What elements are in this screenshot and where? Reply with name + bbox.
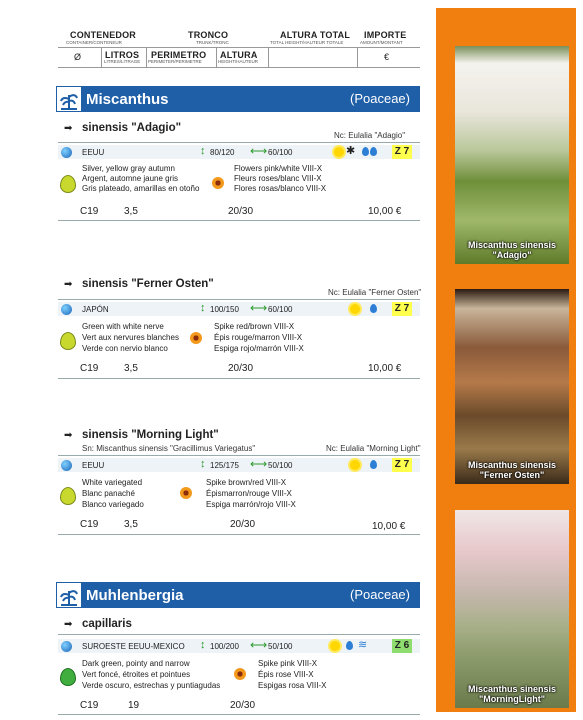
photo-caption-line1: Miscanthus sinensis [467,460,557,470]
flower-en: Spike red/brown VIII-X [214,322,295,331]
water-drop-icon [370,147,377,156]
photo-ferner-osten [455,289,569,484]
header-altura: ALTURA [220,50,258,60]
flower-fr: Épismarron/rouge VIII-X [206,489,292,498]
width-arrow-icon: ⟷ [250,457,268,471]
header-litros-sub: LITRES/LITRAGE [104,59,141,64]
header-importe-sub: AMOUNT/MONTANT [360,40,403,45]
litres: 19 [128,700,140,711]
species-name: capillaris [82,618,132,630]
zone-badge: Z 7 [392,302,412,316]
photo-caption-line1: Miscanthus sinensis [467,684,557,694]
photo-caption-line1: Miscanthus sinensis [467,240,557,250]
height-range: 100/200 [210,642,239,651]
flower-es: Espigas rosa VIII-X [258,681,327,690]
leaf-icon [60,487,76,505]
height-arrow-icon: ↕ [200,302,206,314]
sun-icon [334,147,344,157]
litres: 3,5 [124,206,138,217]
width-range: 60/100 [268,305,293,314]
header-contenedor-sub: CONTAINER/CONTENEUR [66,40,122,45]
width-arrow-icon: ⟷ [250,144,268,158]
litres: 3,5 [124,363,138,374]
header-litros: LITROS [105,50,140,60]
foliage-es: Verde con nervio blanco [82,344,168,353]
total-height: 20/30 [230,700,256,711]
foliage-en: Dark green, pointy and narrow [82,659,190,668]
header-contenedor: CONTENEDOR [70,30,137,40]
bullet-arrow-icon: ➡ [64,123,73,134]
header-perimetro: PERIMETRO [151,50,207,60]
total-height: 20/30 [230,519,256,530]
header-altura-total: ALTURA TOTAL [280,30,351,40]
leaf-icon [60,332,76,350]
foliage-en: Silver, yellow gray autumn [82,164,175,173]
sun-icon [350,460,360,470]
foliage-es: Gris plateado, amarillas en otoño [82,184,200,193]
height-range: 80/120 [210,148,235,157]
sun-icon [350,304,360,314]
header-importe: IMPORTE [364,30,407,40]
total-height: 20/30 [228,206,254,217]
flower-icon [234,668,246,680]
foliage-fr: Argent, automne jaune gris [82,174,179,183]
leaf-icon [60,668,76,686]
attributes-row [58,458,420,472]
width-range: 60/100 [268,148,293,157]
synonym: Sn: Miscanthus sinensis "Gracillimus Variegatus" [82,444,256,453]
sun-icon [330,641,340,651]
height-arrow-icon: ↕ [200,145,206,157]
plant-icon [56,582,82,608]
species-name: sinensis "Adagio" [82,122,182,134]
foliage-fr: Vert foncé, étroites et pointues [82,670,191,679]
photo-morning-light [455,510,569,708]
half-shade-icon: ✱ [346,145,356,157]
litres: 3,5 [124,519,138,530]
flower-icon [180,487,192,499]
species-name: sinensis "Ferner Osten" [82,278,214,290]
zone-badge: Z 7 [392,458,412,472]
photo-caption-line2: "Ferner Osten" [479,470,545,480]
width-arrow-icon: ⟷ [250,301,268,315]
flower-icon [212,177,224,189]
photo-caption-line2: "MorningLight" [478,694,545,704]
origin: EEUU [82,461,105,470]
bullet-arrow-icon: ➡ [64,430,73,441]
flower-fr: Épis rose VIII-X [258,670,314,679]
flower-fr: Épis rouge/marron VIII-X [214,333,303,342]
genus-family: (Poaceae) [350,91,410,106]
globe-icon [61,460,72,471]
genus-name: Miscanthus [86,91,169,108]
photo-caption [455,684,569,704]
origin: SUROESTE EEUU-MEXICO [82,642,185,651]
price: 10,00 € [372,521,406,532]
header-altura-sub: HEIGHT/HAUTEUR [218,59,259,64]
water-drop-icon [370,460,377,469]
zone-badge: Z 7 [392,145,412,159]
price: 10,00 € [368,206,402,217]
genus-name: Muhlenbergia [86,587,184,604]
header-perimetro-sub: PERIMETER/PERIMETRE [148,59,202,64]
container-code: C19 [80,363,99,374]
common-name: Nc: Eulalia "Ferner Osten" [328,288,422,297]
genus-family: (Poaceae) [350,587,410,602]
photo-caption [455,460,569,480]
container-code: C19 [80,519,99,530]
water-drop-icon [346,641,353,650]
photo-adagio [455,46,569,264]
photo-caption-line2: "Adagio" [492,250,532,260]
origin: EEUU [82,148,105,157]
flower-en: Spike pink VIII-X [258,659,318,668]
wind-waves-icon: ≋ [358,639,368,651]
container-code: C19 [80,700,99,711]
flower-es: Espiga rojo/marrón VIII-X [214,344,304,353]
species-name: sinensis "Morning Light" [82,429,219,441]
photo-caption [455,240,569,260]
zone-badge: Z 6 [392,639,412,653]
header-altura-total-sub: TOTAL HEIGHT/HAUTEUR TOTALE [270,40,344,45]
width-range: 50/100 [268,642,293,651]
total-height: 20/30 [228,363,254,374]
common-name: Nc: Eulalia "Adagio" [334,131,406,140]
water-drop-icon [362,147,369,156]
header-tronco: TRONCO [188,30,229,40]
globe-icon [61,304,72,315]
bullet-arrow-icon: ➡ [64,619,73,630]
water-drop-icon [370,304,377,313]
currency-symbol: € [384,52,390,62]
foliage-en: Green with white nerve [82,322,164,331]
attributes-row [58,302,420,316]
genus-bar-miscanthus [56,86,420,112]
leaf-icon [60,175,76,193]
height-range: 100/150 [210,305,239,314]
flower-en: Spike brown/red VIII-X [206,478,287,487]
globe-icon [61,147,72,158]
container-code: C19 [80,206,99,217]
flower-es: Espiga marrón/rojo VIII-X [206,500,296,509]
flower-es: Flores rosas/blanco VIII-X [234,184,327,193]
plant-icon [56,86,82,112]
height-range: 125/175 [210,461,239,470]
width-range: 50/100 [268,461,293,470]
header-tronco-sub: TRUNK/TRONC [196,40,229,45]
height-arrow-icon: ↕ [200,639,206,651]
height-arrow-icon: ↕ [200,458,206,470]
foliage-fr: Vert aux nervures blanches [82,333,179,342]
foliage-fr: Blanc panaché [82,489,135,498]
genus-bar-muhlenbergia [56,582,420,608]
origin: JAPÓN [82,305,109,314]
foliage-es: Blanco variegado [82,500,144,509]
common-name: Nc: Eulalia "Morning Light" [326,444,421,453]
flower-icon [190,332,202,344]
diameter-symbol: Ø [74,52,82,62]
foliage-es: Verde oscuro, estrechas y puntiagudas [82,681,221,690]
bullet-arrow-icon: ➡ [64,279,73,290]
flower-fr: Fleurs roses/blanc VIII-X [234,174,322,183]
foliage-en: White variegated [82,478,143,487]
globe-icon [61,641,72,652]
price: 10,00 € [368,363,402,374]
width-arrow-icon: ⟷ [250,638,268,652]
flower-en: Flowers pink/white VIII-X [234,164,323,173]
